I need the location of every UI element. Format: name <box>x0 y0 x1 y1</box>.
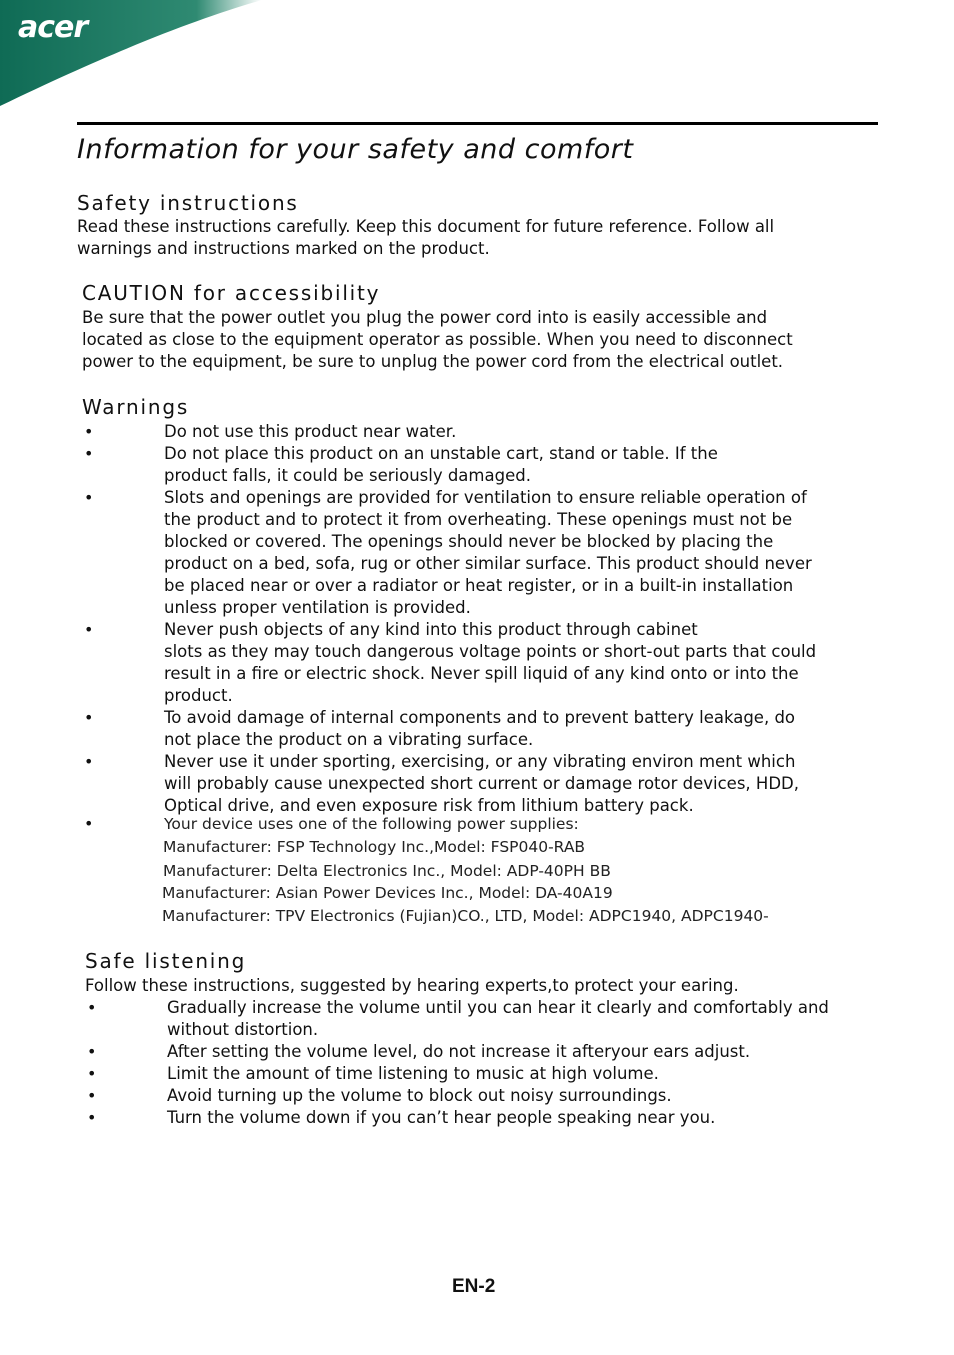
warning-item-line: Never use it under sporting, exercising, or any vibrating environ ment which <box>164 752 796 771</box>
bullet: • <box>87 1086 97 1105</box>
bullet: • <box>84 620 94 639</box>
bullet: • <box>84 814 94 833</box>
warning-item-line: be placed near or over a radiator or heat register, or in a built-in installation <box>164 576 794 595</box>
title-rule <box>77 122 878 125</box>
listening-heading: Safe listening <box>85 949 247 973</box>
warning-item-line: product. <box>164 686 233 705</box>
warning-item-line: slots as they may touch dangerous voltage points or short-out parts that could <box>164 642 817 661</box>
page-title: Information for your safety and comfort <box>77 134 634 165</box>
warning-item-line: result in a fire or electric shock. Never spill liquid of any kind onto or into the <box>164 664 799 683</box>
bullet: • <box>84 708 94 727</box>
warning-item-line: will probably cause unexpected short current or damage rotor devices, HDD, <box>164 774 799 793</box>
bullet: • <box>87 1064 97 1083</box>
power-supply-intro: Your device uses one of the following power supplies: <box>164 815 579 833</box>
listening-item-line: Gradually increase the volume until you can hear it clearly and comfortably and <box>167 998 829 1017</box>
bullet: • <box>84 444 94 463</box>
listening-item-line: After setting the volume level, do not increase it afteryour ears adjust. <box>167 1042 751 1061</box>
caution-heading: CAUTION for accessibility <box>82 281 381 305</box>
listening-item-line: Limit the amount of time listening to music at high volume. <box>167 1064 659 1083</box>
safety-heading: Safety instructions <box>77 191 299 215</box>
warnings-heading: Warnings <box>82 395 190 419</box>
power-supply-line: Manufacturer: TPV Electronics (Fujian)CO., LTD, Model: ADPC1940, ADPC1940- <box>162 907 769 925</box>
warning-item-line: Do not place this product on an unstable cart, stand or table. If the <box>164 444 718 463</box>
bullet: • <box>87 1042 97 1061</box>
power-supply-line: Manufacturer: Asian Power Devices Inc., Model: DA-40A19 <box>162 884 613 902</box>
caution-line-3: power to the equipment, be sure to unplug the power cord from the electrical outlet. <box>82 352 784 371</box>
bullet: • <box>84 422 94 441</box>
listening-intro: Follow these instructions, suggested by hearing experts,to protect your earing. <box>85 976 739 995</box>
bullet: • <box>87 998 97 1017</box>
warning-item-line: Do not use this product near water. <box>164 422 457 441</box>
listening-item-line: Avoid turning up the volume to block out noisy surroundings. <box>167 1086 672 1105</box>
safety-line-2: warnings and instructions marked on the product. <box>77 239 490 258</box>
listening-item-line: without distortion. <box>167 1020 319 1039</box>
caution-line-1: Be sure that the power outlet you plug the power cord into is easily accessible and <box>82 308 768 327</box>
warning-item-line: Never push objects of any kind into this product through cabinet <box>164 620 698 639</box>
listening-item-line: Turn the volume down if you can’t hear people speaking near you. <box>167 1108 716 1127</box>
bullet: • <box>84 488 94 507</box>
bullet: • <box>84 752 94 771</box>
caution-line-2: located as close to the equipment operator as possible. When you need to disconnect <box>82 330 793 349</box>
warning-item-line: unless proper ventilation is provided. <box>164 598 471 617</box>
warning-item-line: Slots and openings are provided for ventilation to ensure reliable operation of <box>164 488 807 507</box>
page-number: EN-2 <box>452 1276 496 1297</box>
warning-item-line: product on a bed, sofa, rug or other similar surface. This product should never <box>164 554 812 573</box>
safety-line-1: Read these instructions carefully. Keep this document for future reference. Follow all <box>77 217 775 236</box>
acer-logo: acer <box>18 10 88 45</box>
power-supply-line: Manufacturer: FSP Technology Inc.,Model: FSP040-RAB <box>163 838 586 856</box>
warning-item-line: not place the product on a vibrating surface. <box>164 730 534 749</box>
power-supply-line: Manufacturer: Delta Electronics Inc., Model: ADP-40PH BB <box>163 862 611 880</box>
warning-item-line: To avoid damage of internal components and to prevent battery leakage, do <box>164 708 796 727</box>
warning-item-line: product falls, it could be seriously damaged. <box>164 466 531 485</box>
warning-item-line: blocked or covered. The openings should never be blocked by placing the <box>164 532 774 551</box>
warning-item-line: Optical drive, and even exposure risk from lithium battery pack. <box>164 796 694 815</box>
warning-item-line: the product and to protect it from overheating. These openings must not be <box>164 510 793 529</box>
bullet: • <box>87 1108 97 1127</box>
